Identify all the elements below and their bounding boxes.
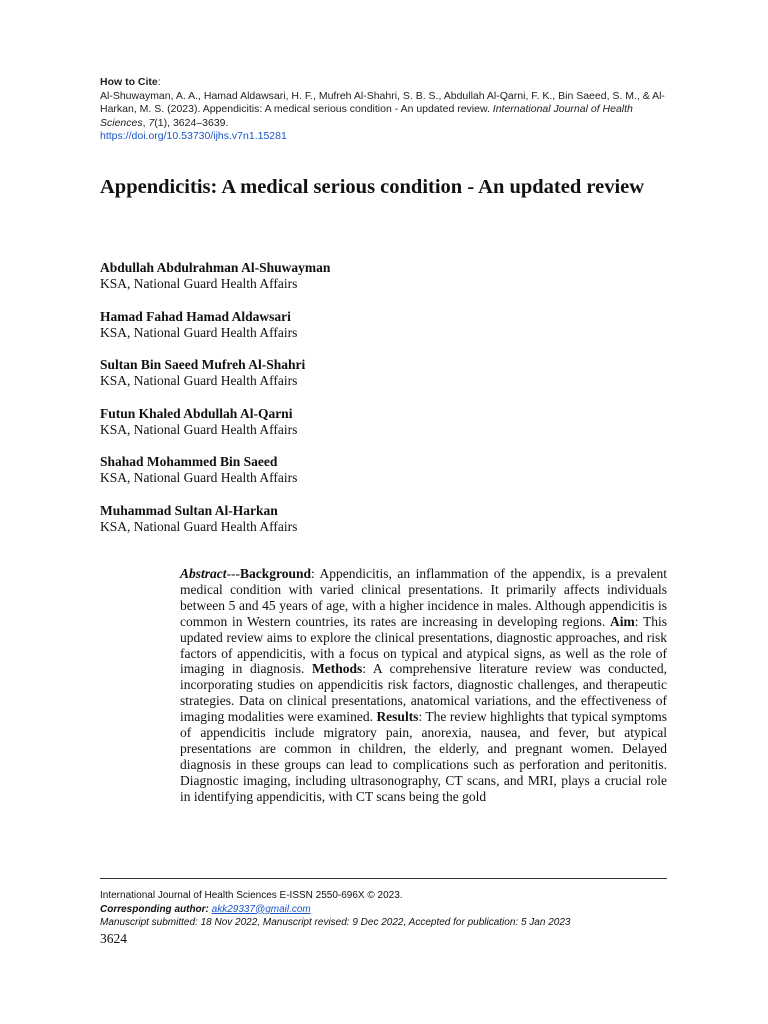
author-entry	[100, 357, 660, 406]
author-affiliation: KSA, National Guard Health Affairs	[100, 421, 298, 437]
citation-journal: International Journal of Health Sciences	[100, 103, 633, 129]
background-text: : Appendicitis, an inflammation of the appendix, is a prevalent medical condition with varied clinical presentations. It primarily affects individuals between 5 and 45 years of age, with a higher incidence in males. Although appendicitis is common in Western countries, its rates are increasing in developing regions.	[180, 566, 667, 629]
citation-colon: :	[157, 76, 161, 88]
author-entry	[100, 503, 660, 552]
author-affiliation: KSA, National Guard Health Affairs	[100, 324, 298, 340]
author-affiliation: KSA, National Guard Health Affairs	[100, 373, 298, 388]
journal-issn-line: International Journal of Health Sciences E-ISSN 2550-696X © 2023.	[100, 890, 403, 901]
author-affiliation: KSA, National Guard Health Affairs	[100, 470, 298, 485]
citation-block	[100, 76, 670, 144]
author-name: Sultan Bin Saeed Mufreh Al-Shahri	[100, 357, 306, 372]
citation-separator: ,	[142, 116, 149, 129]
author-affiliation: KSA, National Guard Health Affairs	[100, 276, 298, 291]
corresponding-email-link[interactable]: akk29337@gmail.com	[211, 903, 311, 915]
aim-label: Aim	[610, 613, 635, 629]
doi-link[interactable]: https://doi.org/10.53730/ijhs.v7n1.15281	[100, 130, 287, 142]
author-entry	[100, 309, 660, 358]
author-entry	[100, 260, 660, 309]
results-text: : The review highlights that typical symptoms of appendicitis include migratory pain, anorexia, nausea, and fever, but atypical presentations are common in children, the elderly, and pregnant women. Delayed diagnosis in these groups can lead to complications such as perforation and peritonitis. Diagnostic imaging, including ultrasonography, CT scans, and MRI, plays a crucial role in identifying appendicitis, with CT scans being the gold	[180, 709, 667, 804]
footer-divider	[100, 878, 667, 879]
manuscript-dates: Manuscript submitted: 18 Nov 2022, Manuscript revised: 9 Dec 2022, Accepted for publication: 5 Jan 2023	[100, 917, 571, 928]
aim-text: : This updated review aims to explore the clinical presentations, diagnostic approaches, and risk factors of appendicitis, with a focus on typical and atypical signs, as well as the role of imaging in diagnosis.	[180, 613, 667, 677]
citation-pages: (1), 3624–3639.	[154, 116, 229, 129]
author-name: Futun Khaled Abdullah Al-Qarni	[100, 405, 293, 421]
article-title: Appendicitis: A medical serious condition - An updated review	[100, 176, 645, 198]
citation-volume: 7	[148, 116, 155, 129]
results-label: Results	[376, 709, 419, 725]
corresponding-author-line	[100, 903, 700, 917]
page-number: 3624	[100, 931, 127, 946]
abstract	[180, 566, 667, 805]
author-name: Hamad Fahad Hamad Aldawsari	[100, 308, 291, 324]
abstract-label: Abstract	[180, 566, 227, 581]
footer	[100, 889, 700, 930]
citation-reference	[100, 90, 670, 131]
author-name: Abdullah Abdulrahman Al-Shuwayman	[100, 260, 331, 275]
background-label: Background	[240, 566, 312, 581]
author-name: Muhammad Sultan Al-Harkan	[100, 502, 278, 518]
citation-label: How to Cite	[100, 76, 158, 88]
author-entry	[100, 406, 660, 455]
citation-heading	[100, 76, 670, 90]
methods-text: : A comprehensive literature review was conducted, incorporating studies on appendicitis risk factors, diagnostic challenges, and therapeutic strategies. Data on clinical presentations, anatomical variations, and the effectiveness of imaging modalities were examined.	[180, 661, 668, 725]
methods-label: Methods	[312, 661, 363, 677]
citation-text: Al-Shuwayman, A. A., Hamad Aldawsari, H. F., Mufreh Al-Shahri, S. B. S., Abdullah Al-Qarni, F. K., Bin Saeed, S. M., & Al-Harkan, M. S. (2023). Appendicitis: A medical serious condition - An updated review.	[100, 89, 665, 115]
corresponding-author-label: Corresponding author:	[100, 903, 209, 915]
author-name: Shahad Mohammed Bin Saeed	[100, 454, 278, 469]
abstract-dashes: ---	[226, 566, 241, 581]
author-entry	[100, 454, 660, 503]
author-affiliation: KSA, National Guard Health Affairs	[100, 518, 298, 534]
author-list	[100, 260, 660, 551]
